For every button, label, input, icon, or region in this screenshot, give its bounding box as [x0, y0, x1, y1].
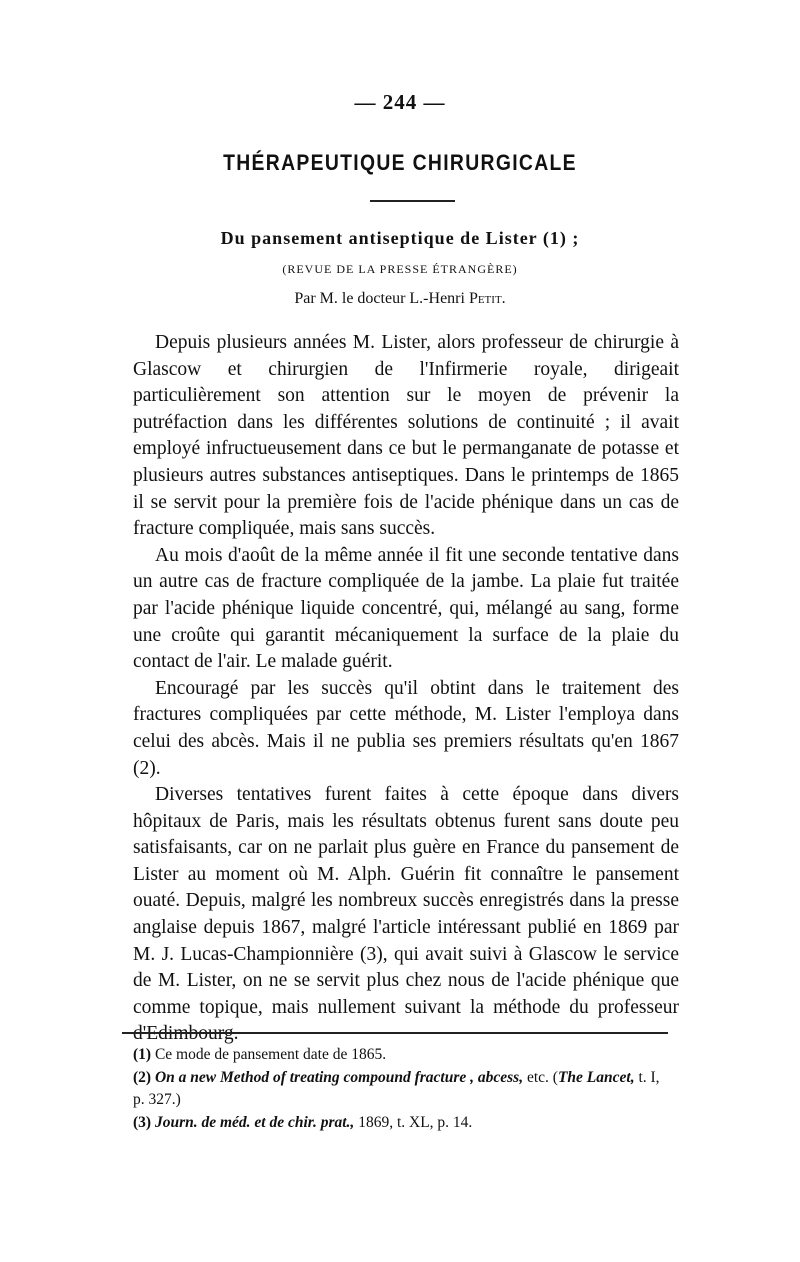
- footnote-2: [133, 1067, 673, 1112]
- footnote-journal: The Lancet,: [557, 1068, 635, 1086]
- article-title: Du pansement antiseptique de Lister (1) ;: [220, 228, 580, 248]
- footnote-title: On a new Method of treating compound fracture , abcess,: [151, 1068, 524, 1086]
- author-surname: Petit.: [468, 290, 506, 307]
- paragraph: Depuis plusieurs années M. Lister, alors professeur de chirurgie à Glascow et chirurgien de l'Infirmerie royale, dirigeait particulièrement son attention sur le moyen de prévenir la putréfaction dans les différentes solutions de continuité ; il avait employé infructueusement dans ce but le permanganate de potasse et plusieurs autres substances antiseptiques. Dans le printemps de 1865 il se servit pour la première fois de l'acide phénique dans un cas de fracture compliquée, mais sans succès.: [133, 332, 679, 540]
- footnote-number: (1): [133, 1046, 152, 1063]
- footnote-text: 1869, t. XL, p. 14.: [354, 1113, 473, 1131]
- footnote-number: (3): [133, 1113, 152, 1131]
- article-source: (REVUE DE LA PRESSE ÉTRANGÈRE): [282, 262, 518, 276]
- section-title: THÉRAPEUTIQUE CHIRURGICALE: [223, 150, 577, 175]
- paragraph: Au mois d'août de la même année il fit une seconde tentative dans un autre cas de fracture compliquée de la jambe. La plaie fut traitée par l'acide phénique liquide concentré, qui, mélangé au sang, forme une croûte qui garantit mécaniquement la surface de la plaie du contact de l'air. Le malade guérit.: [133, 544, 679, 673]
- author-prefix: Par M. le docteur L.-Henri: [294, 290, 465, 307]
- article-body: [133, 330, 679, 1048]
- footnote-text: t. I, p. 327.): [133, 1068, 660, 1108]
- footnote-journal: Journ. de méd. et de chir. prat.,: [151, 1113, 355, 1131]
- footnotes-divider: [122, 1032, 668, 1034]
- footnote-number: (2): [133, 1068, 152, 1086]
- footnote-3: [133, 1112, 673, 1135]
- footnote-1: [133, 1044, 673, 1067]
- paragraph: Diverses tentatives furent faites à cette époque dans divers hôpitaux de Paris, mais les résultats obtenus furent sans doute peu satisfaisants, car on ne parlait plus guère en France du pansement de Lister au moment où M. Alph. Guérin fit connaître le pansement ouaté. Depuis, malgré les nombreux succès enregistrés dans la presse anglaise depuis 1867, malgré l'article intéressant publié en 1869 par M. J. Lucas-Championnière (3), qui avait suivi à Glascow le service de M. Lister, on ne se servit plus chez nous de l'acide phénique que comme topique, mais nullement suivant la méthode du professeur d'Edimbourg.: [133, 784, 679, 1045]
- paragraph: Encouragé par les succès qu'il obtint dans le traitement des fractures compliquées par cette méthode, M. Lister l'employa dans celui des abcès. Mais il ne publia ses premiers résultats qu'en 1867 (2).: [133, 677, 679, 779]
- page-number: — 244 —: [354, 90, 446, 114]
- article-author: [0, 290, 800, 308]
- footnote-text: etc. (: [523, 1068, 558, 1086]
- footnote-text: Ce mode de pansement date de 1865.: [151, 1046, 387, 1063]
- footnotes: [133, 1044, 673, 1134]
- title-divider: [370, 200, 455, 202]
